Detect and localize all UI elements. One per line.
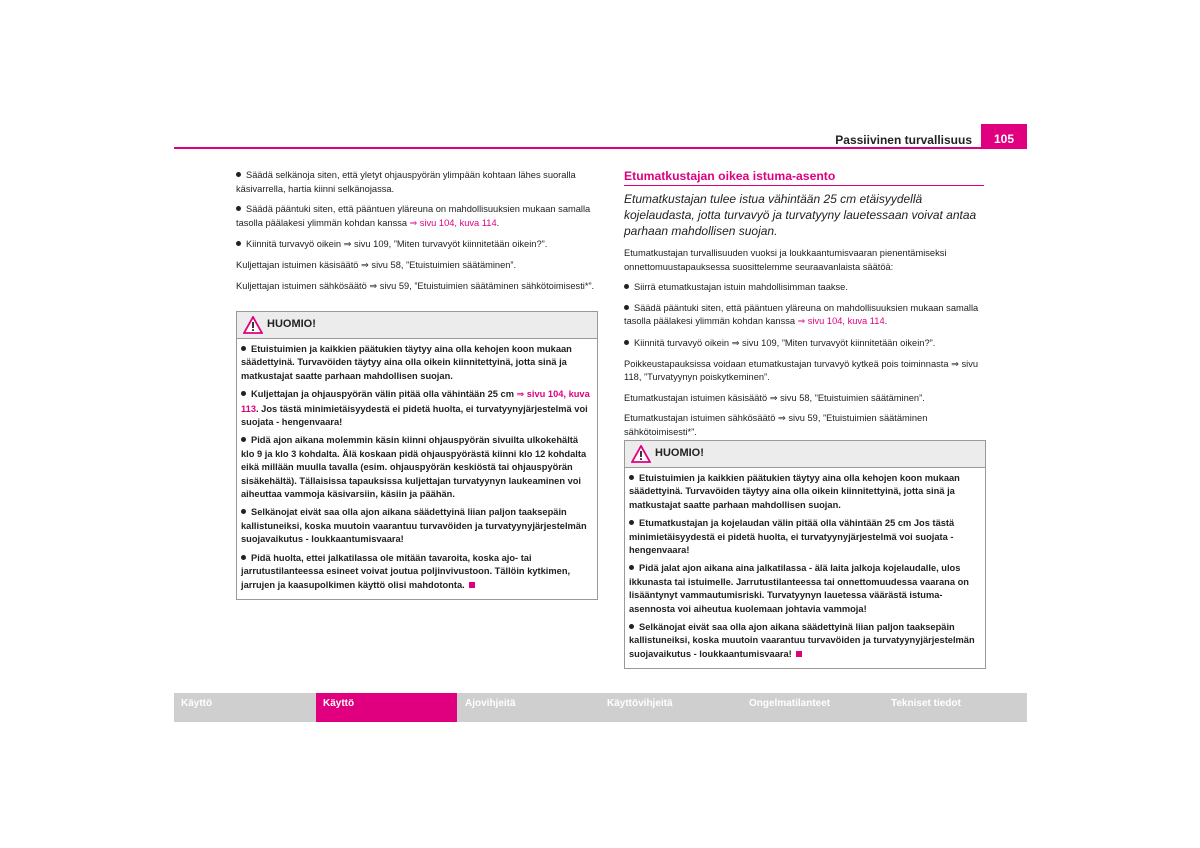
header-rule bbox=[174, 147, 1027, 149]
right-body bbox=[624, 247, 984, 440]
bullet-dot-icon bbox=[629, 565, 634, 570]
list-item bbox=[236, 203, 596, 231]
nav-tab-ajovihjeita[interactable]: Ajovihjeitä bbox=[465, 698, 516, 709]
left-column bbox=[236, 169, 596, 300]
warning-item-text: Kuljettajan ja ohjauspyörän välin pitää olla vähintään 25 cm bbox=[251, 389, 514, 400]
list-item-text: Kiinnitä turvavyö oikein ⇒ sivu 109, ”Miten turvavyöt kiinnitetään oikein?”. bbox=[246, 239, 548, 250]
warning-item bbox=[241, 552, 593, 592]
nav-tab-kaytto-active[interactable]: Käyttö bbox=[316, 693, 457, 722]
warning-item bbox=[241, 343, 593, 383]
double-arrow-icon: ⇒ bbox=[409, 218, 418, 229]
nav-tab-kaytto-1[interactable]: Käyttö bbox=[181, 698, 213, 709]
nav-tab-kayttovihjeita[interactable]: Käyttövihjeitä bbox=[607, 698, 673, 709]
warning-item-text: Etumatkustajan ja kojelaudan välin pitää olla vähintään 25 cm Jos tästä minimietäisyydestä ei pidetä huolta, ei turvatyynyjärjestelmä voi suojata - hengenvaara! bbox=[629, 518, 955, 556]
warning-body bbox=[237, 339, 597, 599]
section-title: Etumatkustajan oikea istuma-asento bbox=[624, 169, 836, 183]
warning-title: HUOMIO! bbox=[267, 318, 316, 330]
paragraph: Kuljettajan istuimen sähkösäätö ⇒ sivu 59, ”Etuistuimien säätäminen sähkötoimisesti*”. bbox=[236, 280, 595, 291]
warning-item bbox=[241, 388, 593, 429]
list-item bbox=[624, 337, 984, 351]
list-item-text: Kiinnitä turvavyö oikein ⇒ sivu 109, ”Miten turvavyöt kiinnitetään oikein?”. bbox=[634, 337, 936, 348]
warning-item bbox=[629, 517, 981, 557]
nav-tab-ongelmatilanteet[interactable]: Ongelmatilanteet bbox=[749, 698, 831, 709]
list-item-text-end: . bbox=[884, 316, 888, 327]
bullet-dot-icon bbox=[241, 509, 246, 514]
bullet-dot-icon bbox=[629, 624, 634, 629]
section-rule bbox=[624, 185, 984, 186]
list-item-text: Säädä pääntuki siten, että pääntuen yläreuna on mahdollisuuksien mukaan samalla tasolla päälakesi ylimmän kohdan kanssa bbox=[624, 302, 979, 327]
warning-item bbox=[241, 434, 593, 501]
end-square-icon bbox=[469, 582, 475, 588]
page-reference-link[interactable] bbox=[798, 316, 885, 326]
double-arrow-icon: ⇒ bbox=[797, 317, 806, 328]
list-item-text: Siirrä etumatkustajan istuin mahdollisimman taakse. bbox=[634, 282, 848, 293]
page-number: 105 bbox=[981, 124, 1027, 149]
list-item bbox=[236, 238, 596, 252]
bullet-dot-icon bbox=[629, 475, 634, 480]
warning-item-text: Selkänojat eivät saa olla ajon aikana säädettyinä liian paljon taaksepäin kallistuneiksi, koska muutoin vaarantuu turvavöiden ja turvatyynyjärjestelmän suojavaikutus - loukkaantumisvaara! bbox=[629, 622, 975, 659]
running-header-title: Passiivinen turvallisuus bbox=[835, 133, 972, 147]
bullet-dot-icon bbox=[241, 391, 246, 396]
end-square-icon bbox=[796, 651, 802, 657]
warning-header bbox=[625, 441, 985, 468]
bullet-dot-icon bbox=[624, 340, 629, 345]
warning-item-text: Pidä jalat ajon aikana aina jalkatilassa - älä laita jalkoja kojelaudalle, ulos ikkunasta tai istuimelle. Jarrutustilanteessa tai onnettomuudessa vaarana on lisääntynyt vammautumisriski. Turvatyynyn lauetessa väärästä istuma-asennosta voi aiheutua kuolemaan johtavia vammoja! bbox=[629, 563, 969, 614]
warning-item-text-end: . Jos tästä minimietäisyydestä ei pidetä huolta, ei turvatyynyjärjestelmä voi suojata - hengenvaara! bbox=[241, 403, 588, 428]
bullet-dot-icon bbox=[236, 172, 241, 177]
paragraph: Etumatkustajan istuimen käsisäätö ⇒ sivu 58, ”Etuistuimien säätäminen”. bbox=[624, 392, 925, 403]
warning-box bbox=[236, 311, 598, 600]
warning-triangle-icon bbox=[631, 445, 651, 463]
warning-triangle-icon bbox=[243, 316, 263, 334]
warning-body bbox=[625, 468, 985, 668]
reference-text: sivu 104, kuva 114 bbox=[419, 217, 497, 228]
list-item bbox=[236, 169, 596, 196]
paragraph: Etumatkustajan istuimen sähkösäätö ⇒ sivu 59, ”Etuistuimien säätäminen sähkötoimisesti*”. bbox=[624, 413, 928, 437]
list-item bbox=[624, 302, 984, 330]
bullet-dot-icon bbox=[624, 305, 629, 310]
warning-item bbox=[629, 472, 981, 512]
bullet-dot-icon bbox=[236, 206, 241, 211]
warning-item bbox=[629, 562, 981, 616]
chapter-nav-bar bbox=[174, 693, 1027, 722]
right-column bbox=[624, 169, 984, 447]
paragraph: Etumatkustajan turvallisuuden vuoksi ja loukkaantumisvaaran pienentämiseksi onnettomuustapauksessa suosittelemme seuraavanlaista säätöä: bbox=[624, 248, 947, 272]
warning-item bbox=[629, 621, 981, 661]
bullet-dot-icon bbox=[241, 555, 246, 560]
warning-item-text: Pidä huolta, ettei jalkatilassa ole mitään tavaroita, koska ajo- tai jarrutustilanteessa esineet voivat joutua poljinvivustoon. Tällöin kytkimen, jarrujen ja kaasupolkimen käyttö olisi mahdotonta. bbox=[241, 552, 571, 590]
double-arrow-icon: ⇒ bbox=[516, 390, 525, 401]
warning-box bbox=[624, 440, 986, 669]
list-item-text-end: . bbox=[496, 217, 500, 228]
list-item-text: Säädä pääntuki siten, että pääntuen yläreuna on mahdollisuuksien mukaan samalla tasolla päälakesi ylimmän kohdan kanssa bbox=[236, 204, 591, 228]
bullet-dot-icon bbox=[629, 520, 634, 525]
bullet-dot-icon bbox=[624, 284, 629, 289]
bullet-dot-icon bbox=[236, 241, 241, 246]
warning-item bbox=[241, 506, 593, 546]
bullet-dot-icon bbox=[241, 437, 246, 442]
paragraph: Poikkeustapauksissa voidaan etumatkustajan turvavyö kytkeä pois toiminnasta ⇒ sivu 118, ”Turvatyynyn poiskytkeminen”. bbox=[624, 358, 979, 383]
reference-text: sivu 104, kuva 114 bbox=[807, 316, 885, 327]
warning-item-text: Pidä ajon aikana molemmin käsin kiinni ohjauspyörän sivuilta ulkokehältä klo 9 ja klo 3 kohdalta. Älä koskaan pidä ohjauspyörästä kiinni klo 12 kohdalta eikä millään muulla tavalla (esim. ohjauspyörän keskiöstä tai ohjauspyörän sisäkehältä). Tällaisissa tapauksissa kuljettajan turvatyynyn laukeaminen voi aiheuttaa vammoja käsivarsiin, käsiin ja päähän. bbox=[241, 435, 587, 500]
reference-text: sivu 104, kuva 113 bbox=[241, 389, 590, 414]
warning-header bbox=[237, 312, 597, 339]
list-item bbox=[624, 281, 984, 295]
lead-paragraph: Etumatkustajan tulee istua vähintään 25 cm etäisyydellä kojelaudasta, jotta turvavyö ja turvatyyny lauetessaan voivat antaa parhaan mahdollisen suojan. bbox=[624, 192, 977, 238]
warning-item-text: Selkänojat eivät saa olla ajon aikana säädettyinä liian paljon taaksepäin kallistuneiksi, koska muutoin vaarantuu turvavöiden ja turvatyynyjärjestelmän suojavaikutus - loukkaantumisvaara! bbox=[241, 507, 587, 545]
nav-tab-tekniset-tiedot[interactable]: Tekniset tiedot bbox=[891, 698, 961, 709]
page-reference-link[interactable] bbox=[410, 218, 497, 228]
bullet-dot-icon bbox=[241, 346, 246, 351]
paragraph: Kuljettajan istuimen käsisäätö ⇒ sivu 58, ”Etuistuimien säätäminen”. bbox=[236, 259, 517, 270]
list-item-text: Säädä selkänoja siten, että yletyt ohjauspyörän ylimpään kohtaan lähes suoralla käsivarrella, hartia kiinni selkänojassa. bbox=[236, 170, 576, 194]
warning-item-text: Etuistuimien ja kaikkien päätukien täytyy aina olla kehojen koon mukaan säädettyinä. Turvavöiden täytyy aina olla oikein kiinnitettyinä, jotta sinä ja matkustajat saatte parhaan mahdollisen suojan. bbox=[629, 473, 960, 510]
warning-item-text: Etuistuimien ja kaikkien päätukien täytyy aina olla kehojen koon mukaan säädettyinä. Turvavöiden täytyy aina olla oikein kiinnitettyinä, jotta sinä ja matkustajat saatte parhaan mahdollisen suojan. bbox=[241, 344, 572, 381]
warning-title: HUOMIO! bbox=[655, 447, 704, 459]
